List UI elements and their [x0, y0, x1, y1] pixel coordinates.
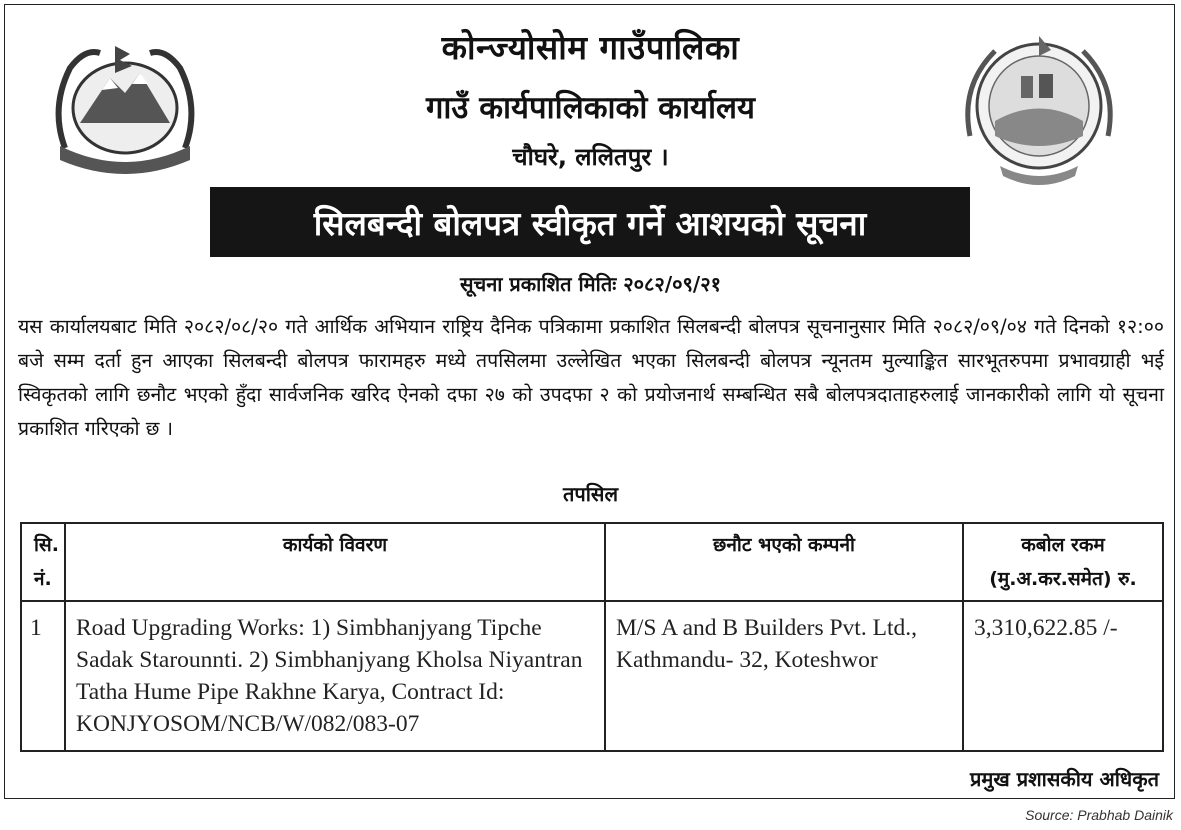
row-amount: 3,310,622.85 /- [963, 601, 1163, 751]
row-description: Road Upgrading Works: 1) Simbhanjyang Tipche Sadak Starounnti. 2) Simbhanjyang Kholsa Niyantran Tatha Hume Pipe Rakhne Karya, Contract Id: KONJYOSOM/NCB/W/082/083-07 [65, 601, 605, 751]
header-amount [963, 523, 1163, 601]
header-description: कार्यको विवरण [65, 523, 605, 601]
header-sn-line2: नं. [34, 568, 52, 590]
header-company: छनौट भएको कम्पनी [605, 523, 963, 601]
row-sn: 1 [21, 601, 65, 751]
signatory-title: प्रमुख प्रशासकीय अधिकृत [970, 767, 1159, 791]
table-header-row [21, 523, 1163, 601]
tender-table [20, 522, 1164, 752]
header-sn [21, 523, 65, 601]
source-credit: Source: Prabhab Dainik [1025, 807, 1173, 823]
office-address: चौघरे, ललितपुर । [512, 143, 669, 171]
header-amount-line1: कबोल रकम [1021, 534, 1105, 556]
header-sn-line1: सि. [34, 534, 59, 556]
municipality-seal-logo [955, 26, 1123, 191]
publish-date: सूचना प्रकाशित मितिः २०८२/०९/२१ [459, 272, 722, 296]
row-company: M/S A and B Builders Pvt. Ltd., Kathmandu- 32, Koteshwor [605, 601, 963, 751]
header-amount-line2: (मु.अ.कर.समेत) रु. [989, 568, 1137, 590]
office-name: गाउँ कार्यपालिकाको कार्यालय [425, 90, 756, 126]
notice-body: यस कार्यालयबाट मिति २०८२/०८/२० गते आर्थिक अभियान राष्ट्रिय दैनिक पत्रिकामा प्रकाशित सिलबन्दी बोलपत्र सूचनानुसार मिति २०८२/०९/०४ गते दिनको १२:०० बजे सम्म दर्ता हुन आएका सिलबन्दी बोलपत्र फारामहरु मध्ये तपसिलमा उल्लेखित भएका सिलबन्दी बोलपत्र न्यूनतम मुल्याङ्कित सारभूतरुपमा प्रभावग्राही भई स्विकृतको लागि छनौट भएको हुँदा सार्वजनिक खरिद ऐनको दफा २७ को उपदफा २ को प्रयोजनार्थ सम्बन्धित सबै बोलपत्रदाताहरुलाई जानकारीको लागि यो सूचना प्रकाशित गरिएको छ । [18, 315, 1164, 440]
notice-title-banner: सिलबन्दी बोलपत्र स्वीकृत गर्ने आशयको सूचना [210, 187, 970, 257]
table-caption: तपसिल [562, 482, 619, 506]
municipality-name: कोन्ज्योसोम गाउँपालिका [441, 28, 740, 67]
table-row [21, 601, 1163, 751]
